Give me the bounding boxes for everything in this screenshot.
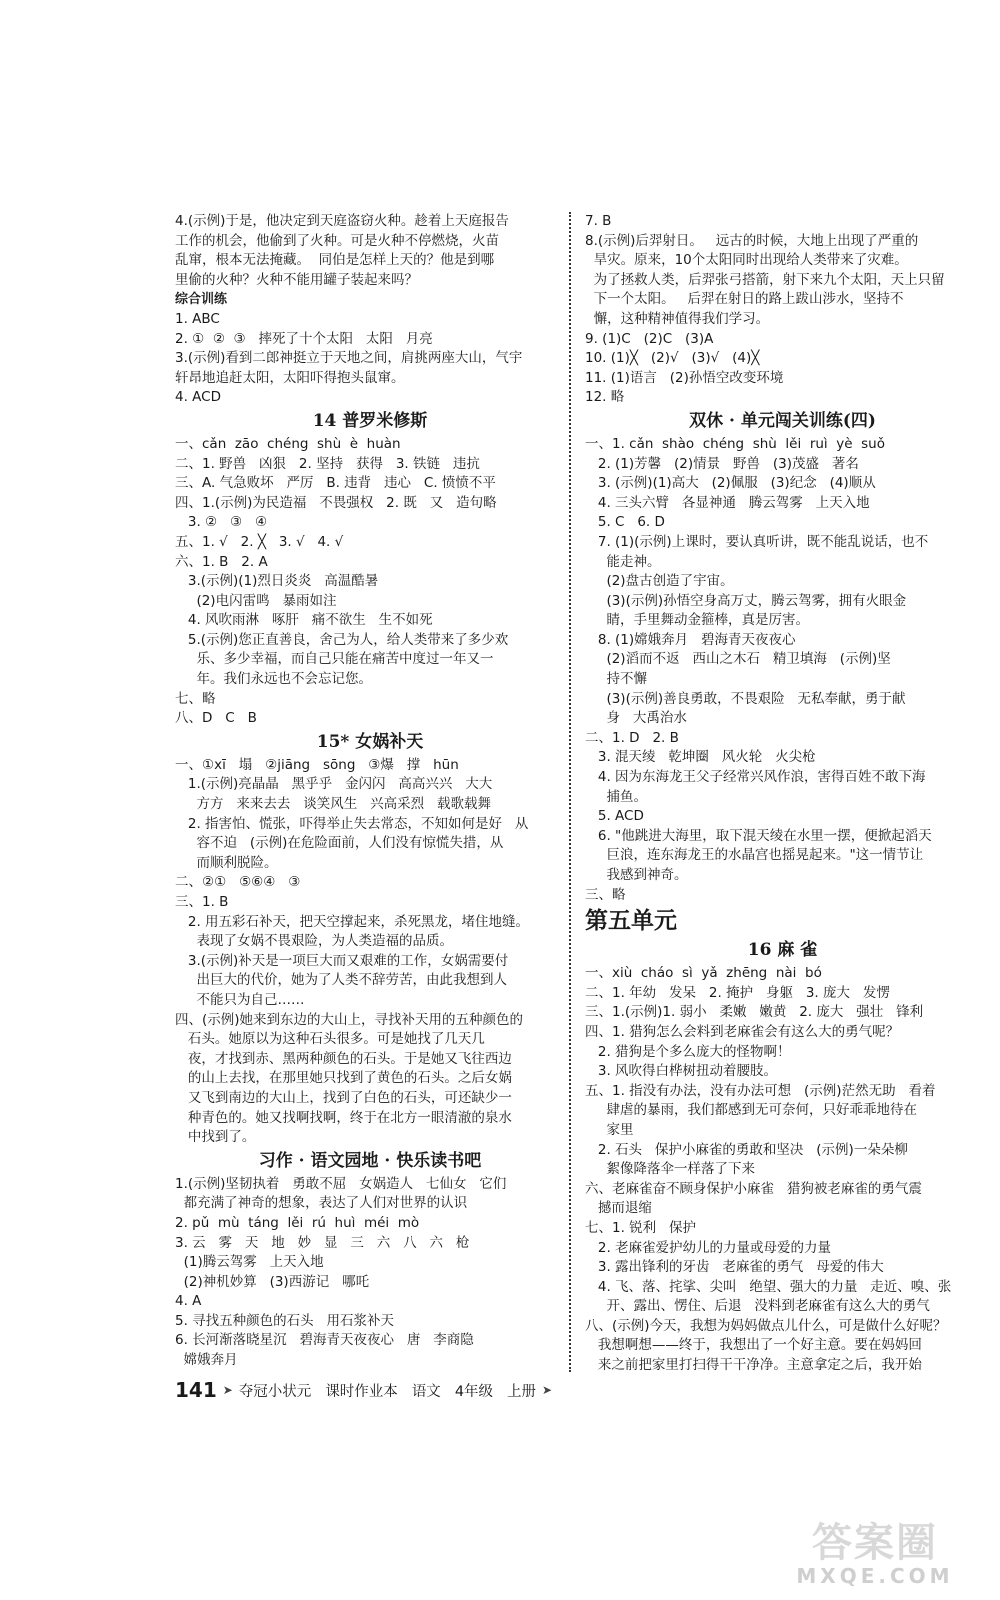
answer-line: 睛，手里舞动金箍棒，真是厉害。 xyxy=(585,612,809,629)
watermark-url: MXQE.COM xyxy=(796,1564,954,1588)
answer-line: 持不懈 xyxy=(585,671,647,688)
answer-line: 为了拯救人类，后羿张弓搭箭，射下来九个太阳，天上只留 xyxy=(585,271,945,288)
answer-line: 容不迫 (示例)在危险面前，人们没有惊慌失措，从 xyxy=(175,835,504,852)
answer-line: (2)盘古创造了宇宙。 xyxy=(585,573,734,590)
answer-line: 2. 老麻雀爱护幼儿的力量或母爱的力量 xyxy=(585,1239,832,1256)
page-number: 141 xyxy=(175,1378,217,1402)
answer-line: 轩昂地追赶太阳，太阳吓得抱头鼠窜。 xyxy=(175,369,405,386)
answer-line: (3)(示例)孙悟空身高万丈，腾云驾雾，拥有火眼金 xyxy=(585,592,907,609)
answer-line: 年。我们永远也不会忘记您。 xyxy=(175,671,372,688)
answer-line: 三、A. 气急败坏 严厉 B. 违背 违心 C. 愤愤不平 xyxy=(175,475,496,492)
answer-line: 石头。她原以为这种石头很多。可是她找了几天几 xyxy=(175,1031,485,1048)
answer-line: 3. ② ③ ④ xyxy=(175,514,268,531)
answer-line: 2. 指害怕、慌张，吓得举止失去常态，不知如何是好 从 xyxy=(175,815,529,832)
answer-line: 9. (1)C (2)C (3)A xyxy=(585,330,714,347)
answer-line: 家里 xyxy=(585,1121,634,1138)
answer-line: 嫦娥奔月 xyxy=(175,1352,238,1369)
answer-line: 里偷的火种？火种不能用罐子装起来吗？ xyxy=(175,271,418,288)
answer-line: 一、①xī 塌 ②jiāng sōng ③爆 撑 hūn xyxy=(175,756,459,773)
footer-book: 课时作业本 xyxy=(325,1383,398,1400)
answer-line: 3. 露出锋利的牙齿 老麻雀的勇气 母爱的伟大 xyxy=(585,1259,884,1276)
answer-line: 3. (示例)(1)高大 (2)佩服 (3)纪念 (4)顺从 xyxy=(585,475,876,492)
answer-line: 下一个太阳。 后羿在射日的路上跋山涉水，坚持不 xyxy=(585,291,904,308)
answer-line: 3.(示例)补天是一项巨大而又艰难的工作，女娲需要付 xyxy=(175,952,509,969)
answer-line: 6. "他跳进大海里，取下混天绫在水里一摆，便掀起滔天 xyxy=(585,827,932,844)
answer-line: 5. ACD xyxy=(585,808,644,825)
column-divider xyxy=(569,212,571,1372)
right-column xyxy=(585,212,980,1376)
answer-line: 三、略 xyxy=(585,886,626,903)
footer-grade: 4年级 xyxy=(454,1383,494,1400)
answer-line: 4. 风吹雨淋 啄肝 痛不欲生 生不如死 xyxy=(175,612,433,629)
answer-line: 二、②① ⑤⑥④ ③ xyxy=(175,874,301,891)
left-column xyxy=(175,212,565,1371)
answer-line: 二、1. 野兽 凶狠 2. 坚持 获得 3. 铁链 违抗 xyxy=(175,455,480,472)
arrow-icon: ➤ xyxy=(222,1383,233,1397)
unit-heading: 第五单元 xyxy=(585,907,677,935)
answer-line: 种青色的。她又找啊找啊，终于在北方一眼清澈的泉水 xyxy=(175,1109,512,1126)
answer-line: 乐、多少幸福，而自己只能在痛苦中度过一年又一 xyxy=(175,651,494,668)
answer-line: 6. 长河渐落晓星沉 碧海青天夜夜心 唐 李商隐 xyxy=(175,1332,474,1349)
footer-subject: 语文 xyxy=(411,1383,441,1400)
answer-line: 3.(示例)看到二郎神挺立于天地之间，肩挑两座大山，气宇 xyxy=(175,350,523,367)
answer-line: 5.(示例)您正直善良，舍己为人，给人类带来了多少欢 xyxy=(175,631,509,648)
answer-line: 1.(示例)坚韧执着 勇敢不屈 女娲造人 七仙女 它们 xyxy=(175,1175,507,1192)
arrow-icon: ➤ xyxy=(542,1383,553,1397)
answer-line: 4. ACD xyxy=(175,389,221,406)
answer-line: 夜，才找到赤、黑两种颜色的石头。于是她又飞往西边 xyxy=(175,1050,512,1067)
answer-line: 都充满了神奇的想象，表达了人们对世界的认识 xyxy=(175,1195,468,1212)
answer-line: 四、1. 猎狗怎么会料到老麻雀会有这么大的勇气呢？ xyxy=(585,1023,900,1040)
answer-line: 六、1. B 2. A xyxy=(175,553,268,570)
answer-line: 1. ABC xyxy=(175,310,220,327)
lesson-title: 14 普罗米修斯 xyxy=(312,410,428,431)
answer-line: 我感到神奇。 xyxy=(585,867,688,883)
answer-line: 三、1.(示例)1. 弱小 柔嫩 嫩黄 2. 庞大 强壮 锋利 xyxy=(585,1004,924,1021)
answer-line: 巨浪，连东海龙王的水晶宫也摇晃起来。"这一情节让 xyxy=(585,847,924,864)
answer-line: 四、(示例)她来到东边的大山上，寻找补天用的五种颜色的 xyxy=(175,1011,524,1028)
answer-line: 7. B xyxy=(585,213,612,229)
answer-line: 3.(示例)(1)烈日炎炎 高温酷暑 xyxy=(175,573,379,590)
answer-line: 出巨大的代价，她为了人类不辞劳苦，由此我想到人 xyxy=(175,972,507,989)
answer-line: 5. 寻找五种颜色的石头 用石浆补天 xyxy=(175,1312,395,1329)
answer-line: 2. (1)芳馨 (2)情景 野兽 (3)茂盛 著名 xyxy=(585,455,859,472)
answer-line: (1)腾云驾雾 上天入地 xyxy=(175,1254,324,1271)
answer-line: 乱窜，根本无法掩藏。 同伯是怎样上天的？他是到哪 xyxy=(175,252,495,269)
answer-line: 2. 猎狗是个多么庞大的怪物啊！ xyxy=(585,1043,791,1060)
lesson-title: 双休 · 单元闯关训练(四) xyxy=(689,410,876,431)
answer-line: 肆虐的暴雨，我们都感到无可奈何，只好乖乖地待在 xyxy=(585,1102,917,1119)
answer-line: 四、1.(示例)为民造福 不畏强权 2. 既 又 造句略 xyxy=(175,494,497,511)
answer-line: 不能只为自己…… xyxy=(175,991,305,1008)
watermark xyxy=(760,1516,990,1592)
answer-line: 4. A xyxy=(175,1293,202,1310)
answer-line: 开、露出、愣住、后退 没料到老麻雀有这么大的勇气 xyxy=(585,1298,930,1315)
answer-line: 我想啊想——终于，我想出了一个好主意。要在妈妈回 xyxy=(585,1337,922,1354)
answer-line: 捕鱼。 xyxy=(585,788,647,805)
answer-line: 2. 用五彩石补天，把天空撑起来，杀死黑龙，堵住地缝。 xyxy=(175,913,530,930)
answer-line: 3. 混天绫 乾坤圈 风火轮 火尖枪 xyxy=(585,749,816,766)
answer-line: 11. (1)语言 (2)孙悟空改变环境 xyxy=(585,369,784,386)
answer-line: 2. 石头 保护小麻雀的勇敢和坚决 (示例)一朵朵柳 xyxy=(585,1141,908,1158)
answer-line: 懈，这种精神值得我们学习。 xyxy=(585,310,770,327)
answer-line: 表现了女娲不畏艰险，为人类造福的品质。 xyxy=(175,933,453,950)
answer-line: (2)电闪雷鸣 暴雨如注 xyxy=(175,592,337,609)
answer-line: (2)神机妙算 (3)西游记 哪吒 xyxy=(175,1273,370,1290)
answer-line: 方方 来来去去 谈笑风生 兴高采烈 载歌载舞 xyxy=(175,796,491,813)
answer-line: 二、1. D 2. B xyxy=(585,729,679,746)
footer-brand: 夺冠小状元 xyxy=(238,1383,312,1400)
answer-line: 二、1. 年幼 发呆 2. 掩护 身躯 3. 庞大 发愣 xyxy=(585,984,890,1001)
answer-line: 的山上去找，在那里她只找到了黄色的石头。之后女娲 xyxy=(175,1070,512,1087)
answer-line: 4. 三头六臂 各显神通 腾云驾雾 上天入地 xyxy=(585,494,870,511)
answer-line: 来之前把家里打扫得干干净净。主意拿定之后，我开始 xyxy=(585,1357,922,1374)
answer-line: 10. (1)╳ (2)√ (3)√ (4)╳ xyxy=(585,350,760,367)
answer-line: 絮像降落伞一样落了下来 xyxy=(585,1161,755,1178)
answer-line: 4. 飞、落、挓挲、尖叫 绝望、强大的力量 走近、嗅、张 xyxy=(585,1278,952,1295)
lesson-title: 16 麻 雀 xyxy=(747,940,818,961)
answer-line: 八、(示例)今天，我想为妈妈做点儿什么，可是做什么好呢？ xyxy=(585,1317,947,1334)
answer-line: 七、略 xyxy=(175,690,216,707)
answer-line: 5. C 6. D xyxy=(585,514,665,531)
answer-line: 又飞到南边的大山上，找到了白色的石头，可还缺少一 xyxy=(175,1089,512,1106)
footer-volume: 上册 xyxy=(507,1383,537,1400)
lesson-title: 习作 · 语文园地 · 快乐读书吧 xyxy=(258,1150,482,1171)
answer-line: 三、1. B xyxy=(175,894,229,910)
page-footer xyxy=(175,1378,552,1402)
answer-line: 1.(示例)亮晶晶 黑乎乎 金闪闪 高高兴兴 大大 xyxy=(175,776,493,793)
answer-line: 8.(示例)后羿射日。 远古的时候，大地上出现了严重的 xyxy=(585,232,919,249)
answer-line: 7. (1)(示例)上课时，要认真听讲，既不能乱说话，也不 xyxy=(585,533,929,550)
answer-line: 六、老麻雀奋不顾身保护小麻雀 猎狗被老麻雀的勇气震 xyxy=(585,1180,922,1197)
answer-line: 3. 风吹得白桦树扭动着腰肢。 xyxy=(585,1063,778,1080)
answer-line: 旱灾。原来，10个太阳同时出现给人类带来了灾难。 xyxy=(585,252,908,269)
answer-line: 3. 云 雾 天 地 妙 显 三 六 八 六 枪 xyxy=(175,1234,470,1251)
answer-line: 八、D C B xyxy=(175,710,257,727)
answer-line: 身 大禹治水 xyxy=(585,710,687,727)
answer-line: 一、xiù cháo sì yǎ zhēng nài bó xyxy=(585,965,822,982)
answer-line: 撼而退缩 xyxy=(585,1200,652,1217)
answer-line: 4. 因为东海龙王父子经常兴风作浪，害得百姓不敢下海 xyxy=(585,769,926,786)
lesson-title: 15* 女娲补天 xyxy=(316,731,424,752)
answer-line: 2. ① ② ③ 摔死了十个太阳 太阳 月亮 xyxy=(175,330,433,347)
answer-line: 工作的机会，他偷到了火种。可是火种不停燃烧，火苗 xyxy=(175,232,499,249)
watermark-logo: 答案圈 xyxy=(812,1520,938,1566)
answer-line: 8. (1)嫦娥奔月 碧海青天夜夜心 xyxy=(585,631,796,648)
answer-line: 七、1. 锐利 保护 xyxy=(585,1219,697,1236)
answer-line: 2. pǔ mù táng lěi rú huì méi mò xyxy=(175,1214,420,1231)
answer-line: (2)滔而不返 西山之木石 精卫填海 (示例)坚 xyxy=(585,651,891,668)
answer-line: 五、1. 指没有办法，没有办法可想 (示例)茫然无助 看着 xyxy=(585,1082,936,1099)
answer-line: 一、1. cǎn shào chéng shù lěi ruì yè suǒ xyxy=(585,435,885,452)
answer-line: 中找到了。 xyxy=(175,1129,256,1146)
answer-line: (3)(示例)善良勇敢，不畏艰险 无私奉献，勇于献 xyxy=(585,690,906,707)
answer-line: 五、1. √ 2. ╳ 3. √ 4. √ xyxy=(175,533,344,550)
answer-line: 能走神。 xyxy=(585,553,661,570)
answer-line: 一、cǎn zāo chéng shù è huàn xyxy=(175,435,401,452)
answer-line: 而顺利脱险。 xyxy=(175,854,278,871)
section-heading: 综合训练 xyxy=(175,292,228,308)
answer-line: 12. 略 xyxy=(585,389,625,406)
answer-line: 4.(示例)于是，他决定到天庭盗窃火种。趁着上天庭报告 xyxy=(175,213,509,229)
